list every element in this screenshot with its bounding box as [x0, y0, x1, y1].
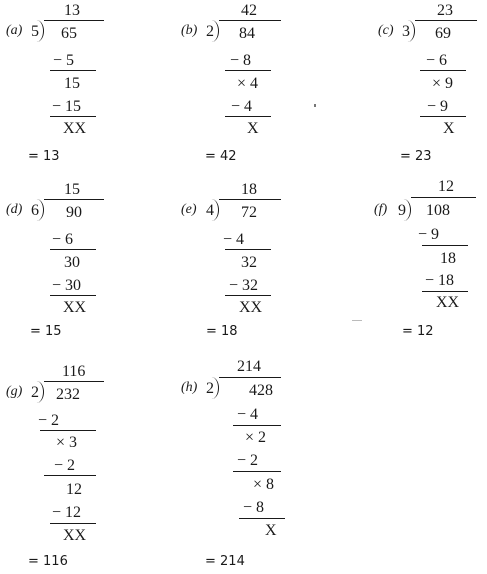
step-line: [422, 245, 468, 246]
division-bracket: [403, 199, 411, 221]
problem-label: (d): [6, 202, 23, 217]
problem-label: (e): [181, 202, 197, 217]
divisor: 5: [31, 23, 39, 40]
step-1: − 2: [38, 412, 60, 429]
step-5: − 8: [243, 499, 265, 516]
step-line: [50, 295, 96, 296]
step-4: XX: [63, 299, 87, 316]
step-1: − 4: [223, 231, 245, 248]
dividend: 90: [66, 204, 82, 221]
division-bracket: [36, 199, 44, 221]
step-line: [225, 295, 271, 296]
divisor: 3: [402, 23, 410, 40]
result: = 13: [28, 149, 60, 164]
step-3: − 18: [425, 272, 455, 289]
result: = 42: [205, 149, 237, 164]
divisor: 2: [206, 380, 214, 397]
division-bar: [219, 377, 281, 378]
step-2: 15: [64, 75, 80, 92]
step-line: [50, 249, 96, 250]
step-line: [233, 471, 281, 472]
problem-label: (g): [6, 384, 23, 399]
step-6: XX: [63, 527, 87, 544]
step-4: XX: [436, 294, 460, 311]
step-3: − 30: [52, 277, 82, 294]
scan-speck: [352, 320, 362, 321]
division-bracket: [211, 377, 219, 399]
problem-h: [175, 357, 325, 574]
step-line: [50, 70, 96, 71]
step-line: [40, 430, 96, 431]
step-4: XX: [239, 299, 263, 316]
step-1: − 6: [52, 231, 74, 248]
result: = 15: [30, 324, 62, 339]
problem-f: [370, 179, 487, 369]
result: = 23: [400, 149, 432, 164]
quotient: 42: [241, 2, 257, 19]
step-2: × 2: [245, 429, 267, 446]
step-4: 12: [66, 481, 82, 498]
step-4: X: [443, 120, 455, 137]
divisor: 9: [398, 202, 406, 219]
step-5: − 12: [52, 504, 82, 521]
step-line: [50, 523, 96, 524]
step-1: − 6: [426, 52, 448, 69]
result: = 18: [206, 324, 238, 339]
step-3: − 4: [231, 98, 253, 115]
dividend: 65: [61, 25, 77, 42]
step-line: [420, 70, 466, 71]
step-6: X: [265, 522, 277, 539]
quotient: 13: [64, 2, 80, 19]
divisor: 6: [31, 202, 39, 219]
problem-c: [374, 0, 487, 190]
dividend: 84: [239, 25, 255, 42]
step-2: 30: [64, 254, 80, 271]
divisor: 2: [206, 23, 214, 40]
division-bar: [44, 381, 104, 382]
division-bar: [44, 20, 104, 21]
division-bracket: [36, 381, 44, 403]
dividend: 108: [426, 202, 450, 219]
division-bracket: [407, 20, 415, 42]
division-bar: [415, 20, 477, 21]
problem-label: (a): [6, 23, 23, 38]
step-2: × 4: [237, 75, 259, 92]
step-line: [420, 116, 466, 117]
result: = 116: [28, 554, 68, 569]
step-line: [225, 116, 271, 117]
divisor: 4: [206, 202, 214, 219]
problem-d: [0, 179, 150, 369]
problem-label: (f): [374, 202, 388, 217]
problem-label: (c): [378, 23, 394, 38]
step-2: 18: [440, 250, 456, 267]
step-2: × 3: [56, 434, 78, 451]
quotient: 18: [241, 181, 257, 198]
step-line: [225, 70, 271, 71]
quotient: 12: [438, 178, 454, 195]
dividend: 72: [241, 204, 257, 221]
step-3: − 2: [237, 452, 259, 469]
step-3: − 32: [229, 277, 259, 294]
step-1: − 4: [237, 406, 259, 423]
problem-label: (b): [181, 23, 198, 38]
division-bar: [44, 199, 104, 200]
step-line: [239, 518, 285, 519]
step-line: [422, 291, 468, 292]
problem-label: (h): [181, 380, 198, 395]
dividend: 428: [249, 382, 273, 399]
step-2: 32: [241, 254, 257, 271]
problem-a: [0, 0, 150, 190]
step-4: X: [247, 120, 259, 137]
step-line: [225, 249, 271, 250]
division-bar: [219, 199, 281, 200]
problem-g: [0, 361, 150, 574]
step-2: × 9: [432, 75, 454, 92]
step-4: XX: [63, 120, 87, 137]
result: = 214: [205, 554, 245, 569]
problem-e: [175, 179, 325, 369]
dividend: 69: [435, 25, 451, 42]
step-line: [233, 425, 281, 426]
division-bracket: [211, 199, 219, 221]
quotient: 23: [437, 2, 453, 19]
result: = 12: [402, 324, 434, 339]
divisor: 2: [31, 384, 39, 401]
quotient: 15: [64, 181, 80, 198]
division-bar: [219, 20, 281, 21]
step-3: − 2: [54, 457, 76, 474]
quotient: 214: [237, 358, 261, 375]
step-4: × 8: [253, 476, 275, 493]
dividend: 232: [56, 386, 80, 403]
division-bar: [411, 197, 476, 198]
scan-speck: [314, 104, 316, 107]
step-line: [44, 475, 96, 476]
problem-b: [175, 0, 325, 190]
step-3: − 9: [427, 98, 449, 115]
step-3: − 15: [52, 98, 82, 115]
division-bracket: [36, 20, 44, 42]
step-1: − 9: [418, 226, 440, 243]
step-line: [50, 116, 96, 117]
quotient: 116: [62, 363, 86, 380]
division-bracket: [211, 20, 219, 42]
step-1: − 5: [53, 52, 75, 69]
step-1: − 8: [230, 52, 252, 69]
